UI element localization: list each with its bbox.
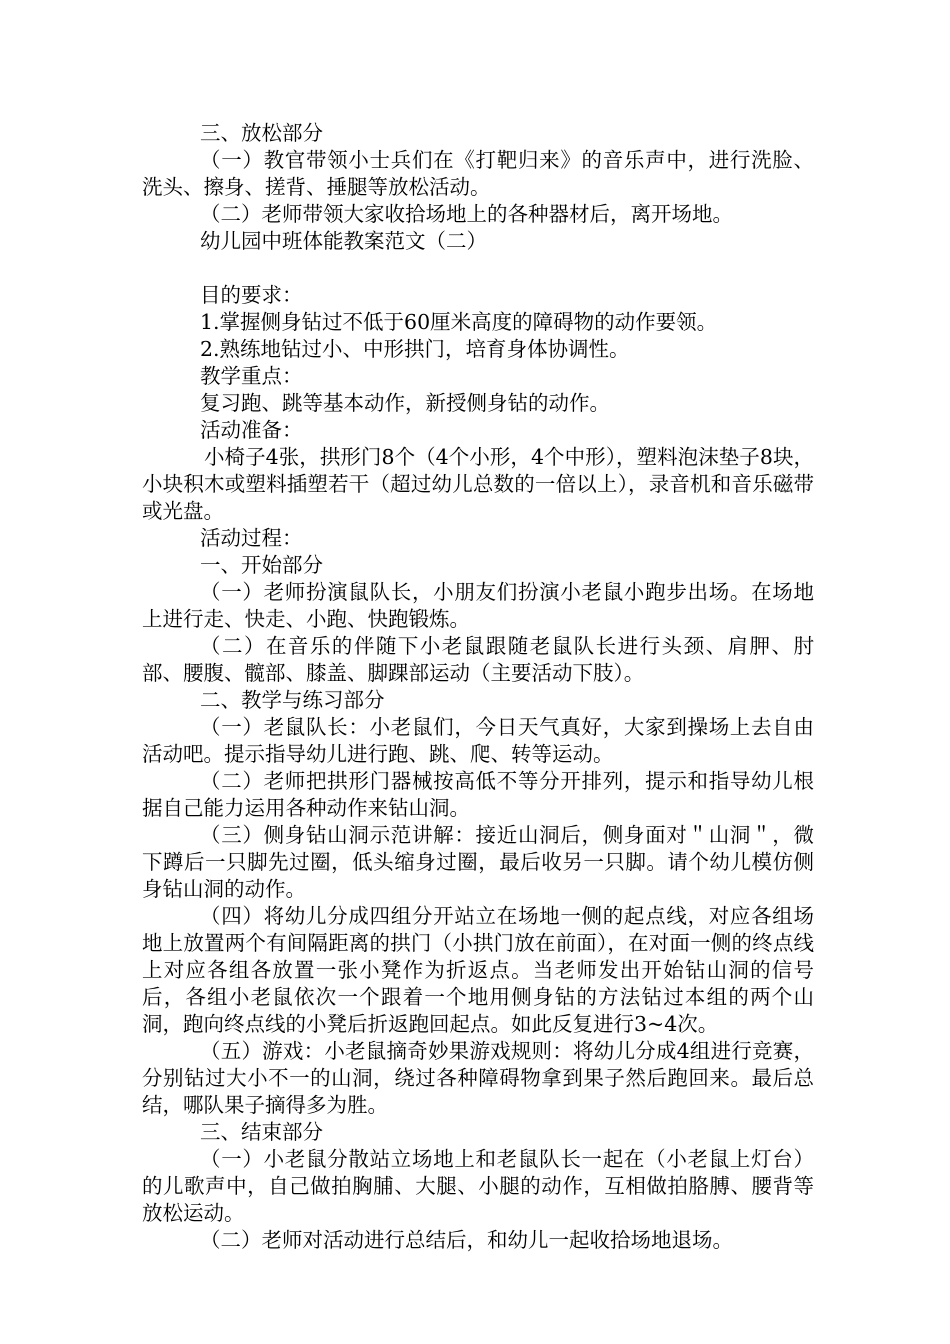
section-heading: 三、结束部分	[200, 1120, 323, 1144]
section-heading: 教学重点：	[200, 364, 303, 388]
paragraph: （一）老师扮演鼠队长，小朋友们扮演小老鼠小跑步出场。在场地上进行走、快走、小跑、快跑锻炼。	[142, 580, 814, 631]
paragraph: （二）在音乐的伴随下小老鼠跟随老鼠队长进行头颈、肩胛、肘部、腰腹、髋部、膝盖、脚踝部运动（主要活动下肢）。	[142, 634, 814, 685]
paragraph: 小椅子4张，拱形门8个（4个小形，4个中形），塑料泡沫垫子8块，小块积木或塑料插塑若干（超过幼儿总数的一倍以上），录音机和音乐磁带或光盘。	[142, 445, 814, 523]
section-heading: 活动准备：	[200, 418, 303, 442]
section-heading: 目的要求：	[200, 283, 303, 307]
blank-line	[142, 255, 814, 282]
paragraph: （二）老师把拱形门器械按高低不等分开排列，提示和指导幼儿根据自己能力运用各种动作来钻山洞。	[142, 769, 814, 820]
list-item: 2.熟练地钻过小、中形拱门，培育身体协调性。	[200, 337, 630, 361]
section-heading: 三、放松部分	[200, 121, 323, 145]
paragraph: （五）游戏：小老鼠摘奇妙果游戏规则：将幼儿分成4组进行竞赛，分别钻过大小不一的山洞，绕过各种障碍物拿到果子然后跑回来。最后总结，哪队果子摘得多为胜。	[142, 1039, 814, 1117]
paragraph: （一）教官带领小士兵们在《打靶归来》的音乐声中，进行洗脸、洗头、擦身、搓背、捶腿等放松活动。	[142, 148, 814, 199]
section-heading: 二、教学与练习部分	[200, 688, 385, 712]
list-item: 1.掌握侧身钻过不低于60厘米高度的障碍物的动作要领。	[200, 310, 718, 334]
paragraph: （四）将幼儿分成四组分开站立在场地一侧的起点线，对应各组场地上放置两个有间隔距离的拱门（小拱门放在前面），在对面一侧的终点线上对应各组各放置一张小凳作为折返点。当老师发出开始钻山洞的信号后，各组小老鼠依次一个跟着一个地用侧身钻的方法钻过本组的两个山洞，跑向终点线的小凳后折返跑回起点。如此反复进行3~4次。	[142, 904, 814, 1036]
section-heading: 活动过程：	[200, 526, 303, 550]
paragraph: （三）侧身钻山洞示范讲解：接近山洞后，侧身面对＂山洞＂，微下蹲后一只脚先过圈，低头缩身过圈，最后收另一只脚。请个幼儿模仿侧身钻山洞的动作。	[142, 823, 814, 901]
paragraph: 复习跑、跳等基本动作，新授侧身钻的动作。	[200, 391, 610, 415]
paragraph: （二）老师对活动进行总结后，和幼儿一起收拾场地退场。	[200, 1228, 733, 1252]
section-heading: 一、开始部分	[200, 553, 323, 577]
paragraph: （一）小老鼠分散站立场地上和老鼠队长一起在（小老鼠上灯台）的儿歌声中，自己做拍胸脯、大腿、小腿的动作，互相做拍胳膊、腰背等放松运动。	[142, 1147, 814, 1225]
paragraph: （二）老师带领大家收拾场地上的各种器材后，离开场地。	[200, 202, 733, 226]
paragraph: （一）老鼠队长：小老鼠们，今日天气真好，大家到操场上去自由活动吧。提示指导幼儿进行跑、跳、爬、转等运动。	[142, 715, 814, 766]
document-subtitle: 幼儿园中班体能教案范文（二）	[200, 229, 487, 253]
document-body	[142, 120, 814, 1254]
